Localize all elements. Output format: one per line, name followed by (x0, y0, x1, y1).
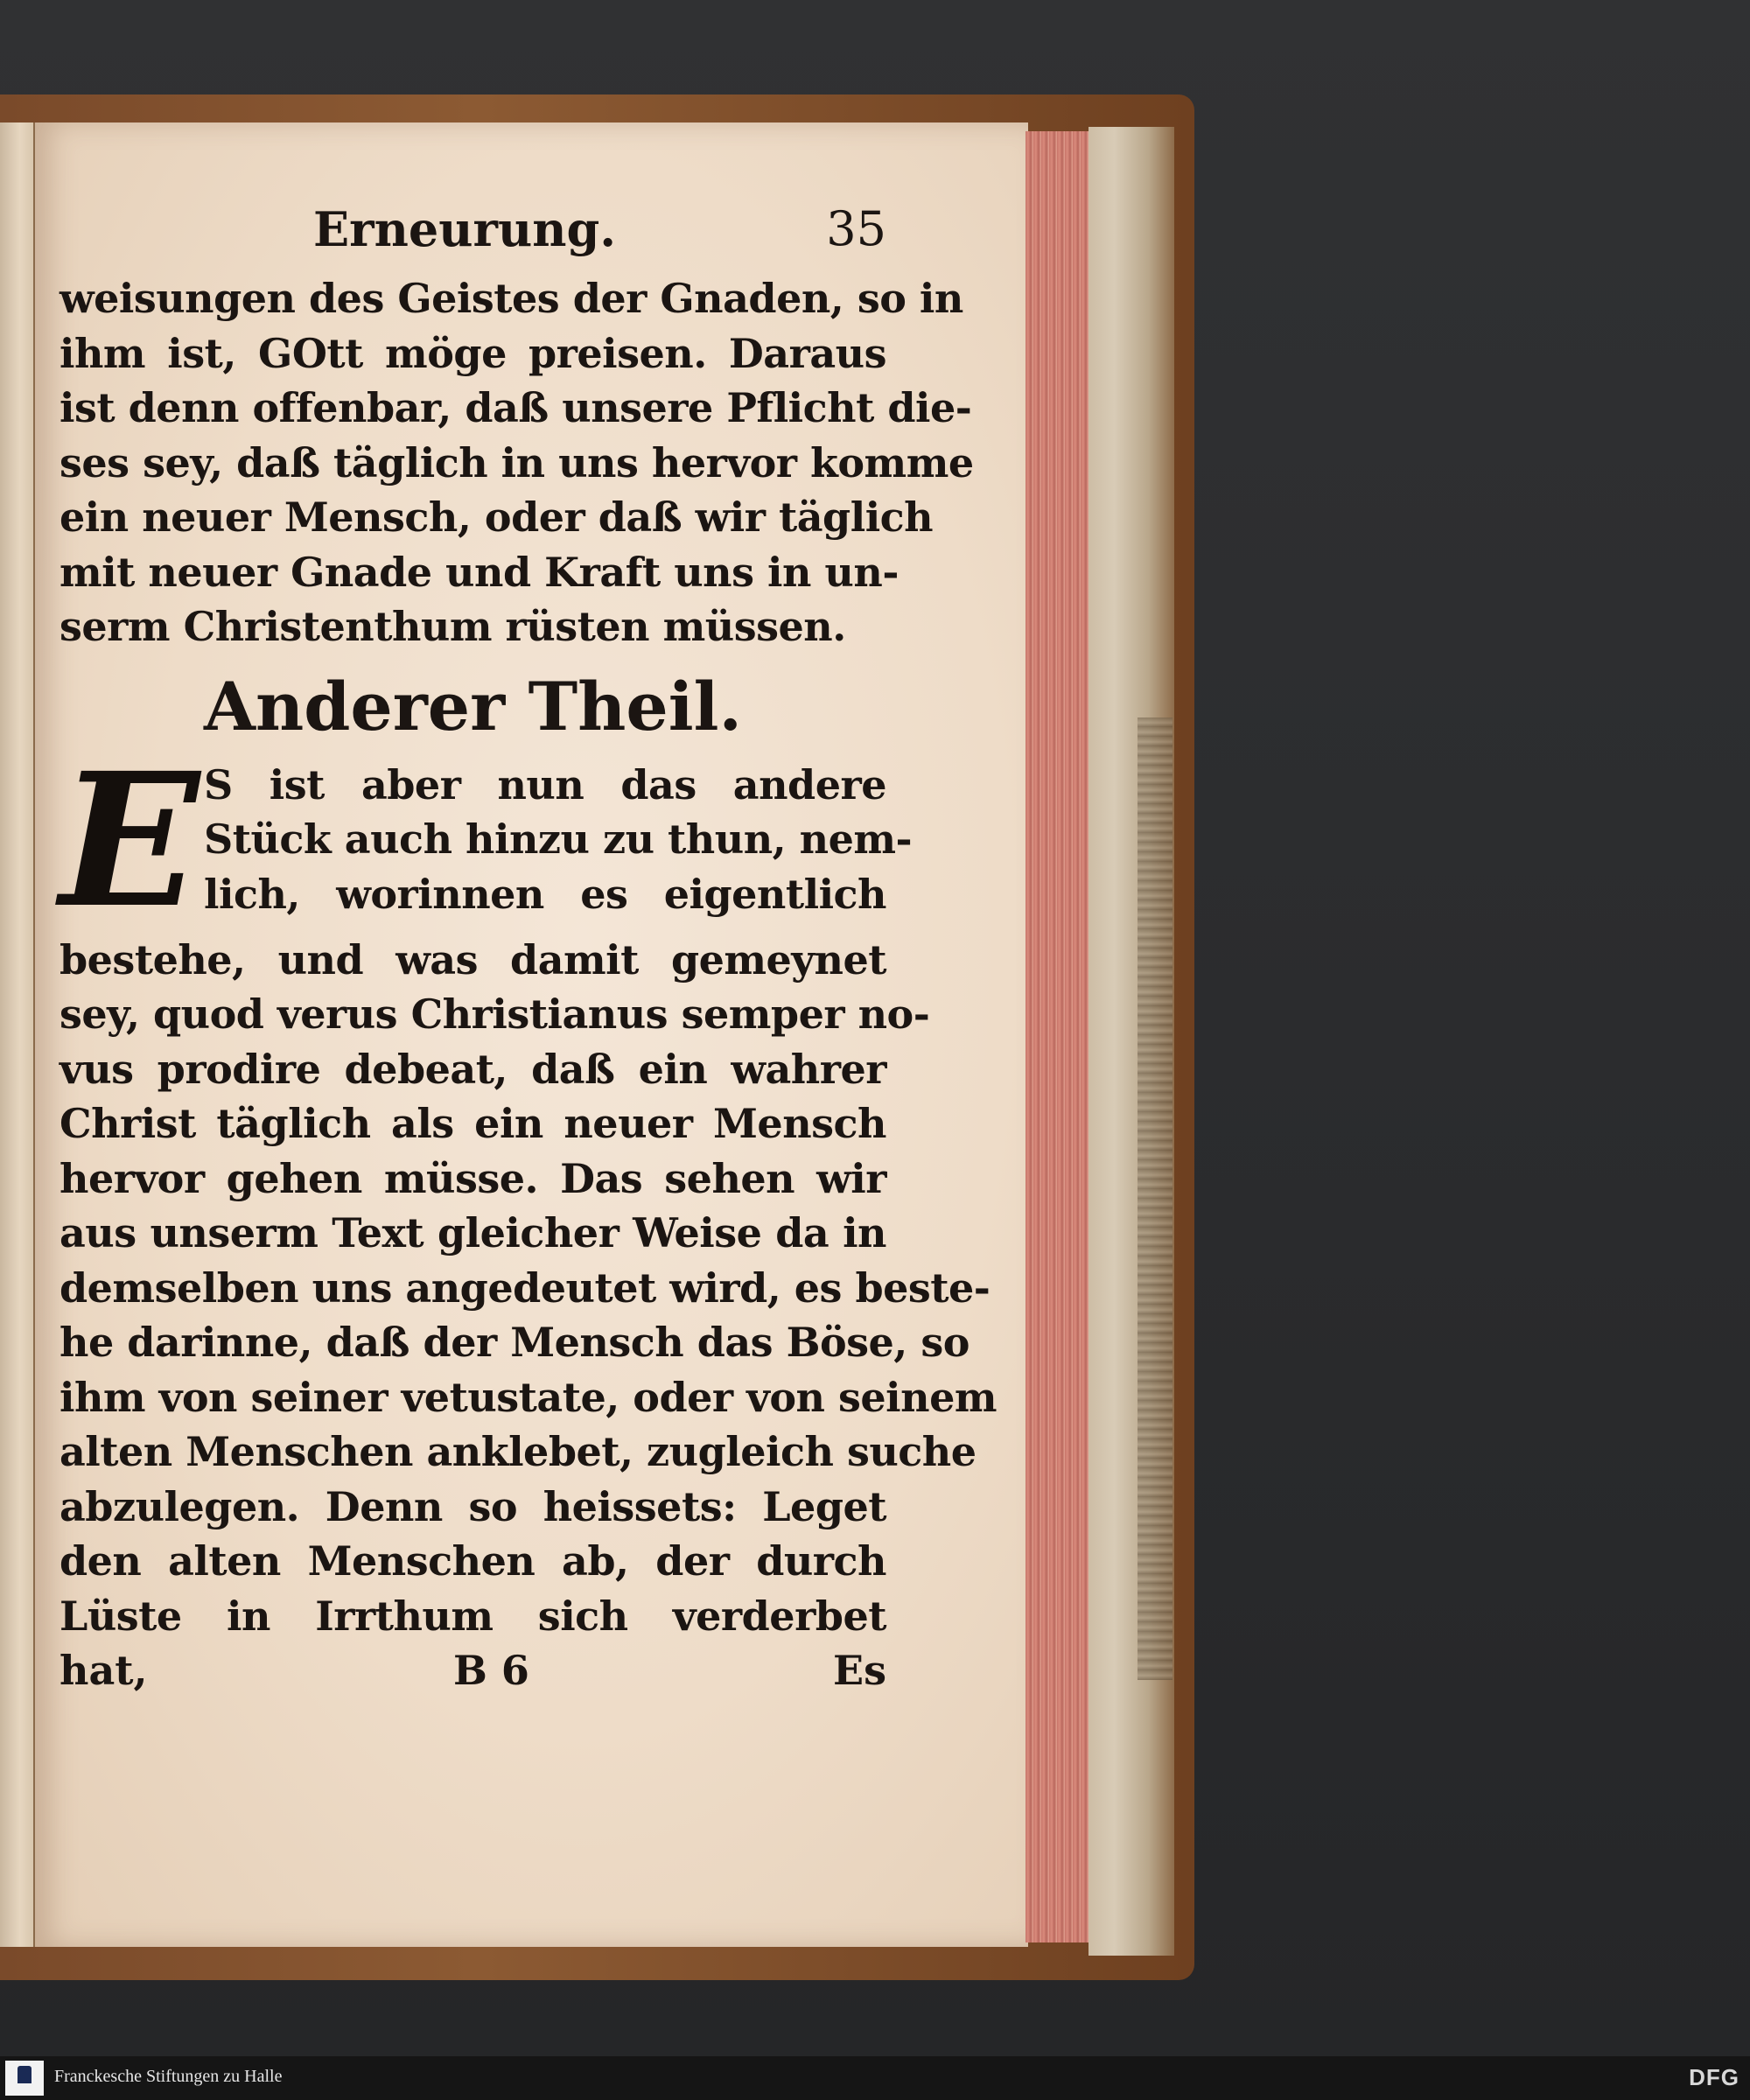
text-line: den alten Menschen ab, der durch (60, 1537, 886, 1585)
text-line: S ist aber nun das andere (204, 760, 886, 808)
text-line: mit neuer Gnade und Kraft uns in un- (60, 548, 899, 596)
text-line: alten Menschen anklebet, zugleich suche (60, 1428, 976, 1475)
text-line: demselben uns angedeutet wird, es beste- (60, 1264, 990, 1312)
text-line: aus unserm Text gleicher Weise da in (60, 1209, 886, 1256)
text-line: hervor gehen müsse. Das sehen wir (60, 1154, 886, 1202)
text-line: Lüste in Irrthum sich verderbet (60, 1592, 886, 1640)
text-line: ses sey, daß täglich in uns hervor komme (60, 438, 974, 486)
page-edges (1026, 131, 1088, 1942)
text-line: he darinne, daß der Mensch das Böse, so (60, 1319, 970, 1366)
paragraph-body (60, 933, 998, 1644)
page-footer (60, 1643, 886, 1698)
institution-name: Franckesche Stiftungen zu Halle (54, 2067, 283, 2086)
left-page-edge (0, 122, 36, 1947)
catchword: Es (833, 1647, 886, 1694)
text-line: ein neuer Mensch, oder daß wir täglich (60, 494, 934, 541)
text-line: ihm ist, GOtt möge preisen. Daraus (60, 329, 886, 377)
text-line: sey, quod verus Christianus semper no- (60, 990, 930, 1038)
text-line: ihm von seiner vetustate, oder von seinem (60, 1373, 998, 1421)
text-line: Stück auch hinzu zu thun, nem- (204, 816, 913, 863)
initial-lines (204, 758, 913, 922)
initial-paragraph-start (60, 732, 913, 948)
footer-last-word: hat, (60, 1647, 148, 1694)
text-line: lich, worinnen es eigentlich (204, 870, 886, 918)
dfg-logo: DFG (1689, 2064, 1740, 2090)
text-line: abzulegen. Denn so heissets: Leget (60, 1482, 886, 1530)
section-heading: Anderer Theil. (204, 667, 742, 746)
paragraph-top (60, 271, 974, 654)
page-text-block (60, 201, 998, 1698)
text-line: weisungen des Geistes der Gnaden, so in (60, 275, 963, 322)
text-line: serm Christenthum rüsten müssen. (60, 603, 846, 650)
text-line: ist denn offenbar, daß unsere Pflicht die- (60, 384, 972, 431)
cover-texture (1138, 718, 1172, 1680)
decorated-initial: E (60, 732, 200, 948)
viewer-bottom-bar (0, 2056, 1750, 2100)
text-line: Christ täglich als ein neuer Mensch (60, 1100, 886, 1147)
running-head: Erneurung. (313, 201, 617, 257)
logo-mark (18, 2066, 32, 2083)
page-number: 35 (826, 201, 886, 256)
francke-foundations-logo-icon (5, 2061, 44, 2096)
signature-mark: B 6 (453, 1647, 529, 1694)
text-line: bestehe, und was damit gemeynet (60, 935, 886, 984)
page-header (60, 201, 886, 271)
text-line: vus prodire debeat, daß ein wahrer (60, 1045, 886, 1093)
